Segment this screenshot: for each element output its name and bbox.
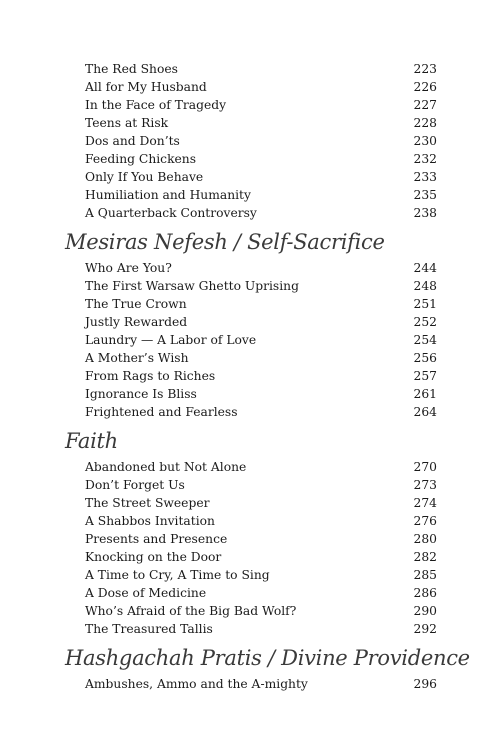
entry-title: Who Are You? (85, 261, 172, 275)
toc-entry (85, 114, 437, 132)
entry-page-number: 251 (413, 297, 437, 311)
entry-title: Who’s Afraid of the Big Bad Wolf? (85, 604, 297, 618)
entry-list (85, 259, 437, 421)
entry-page-number: 276 (413, 514, 437, 528)
entry-title: Frightened and Fearless (85, 405, 238, 419)
entry-page-number: 244 (413, 261, 437, 275)
toc-entry (85, 403, 437, 421)
entry-title: Laundry — A Labor of Love (85, 333, 257, 347)
entry-page-number: 233 (413, 170, 437, 184)
entry-title: From Rags to Riches (85, 369, 216, 383)
entry-page-number: 248 (413, 279, 437, 293)
entry-page-number: 292 (413, 622, 437, 636)
entry-title: A Dose of Medicine (85, 586, 207, 600)
entry-title: Knocking on the Door (85, 550, 222, 564)
entry-title: The Street Sweeper (85, 496, 210, 510)
entry-title: A Time to Cry, A Time to Sing (85, 568, 270, 582)
entry-page-number: 290 (413, 604, 437, 618)
toc-entry (85, 675, 437, 693)
entry-title: Ambushes, Ammo and the A-mighty (85, 677, 308, 691)
toc-entry (85, 132, 437, 150)
toc-entry (85, 60, 437, 78)
toc-entry (85, 168, 437, 186)
entry-page-number: 280 (413, 532, 437, 546)
entry-page-number: 261 (413, 387, 437, 401)
entry-list (85, 675, 437, 693)
toc-entry (85, 530, 437, 548)
entry-page-number: 257 (413, 369, 437, 383)
entry-page-number: 235 (413, 188, 437, 202)
entry-page-number: 232 (413, 152, 437, 166)
entry-title: The First Warsaw Ghetto Uprising (85, 279, 299, 293)
entry-title: The Red Shoes (85, 62, 178, 76)
entry-page-number: 227 (413, 98, 437, 112)
toc-entry (85, 620, 437, 638)
entry-title: Dos and Don’ts (85, 134, 180, 148)
entry-title: Abandoned but Not Alone (85, 460, 247, 474)
toc-entry (85, 78, 437, 96)
toc-entry (85, 204, 437, 222)
entry-page-number: 264 (413, 405, 437, 419)
toc-entry (85, 584, 437, 602)
entry-title: Teens at Risk (85, 116, 169, 130)
entry-page-number: 256 (413, 351, 437, 365)
entry-title: Humiliation and Humanity (85, 188, 251, 202)
toc-entry (85, 566, 437, 584)
toc-entry (85, 150, 437, 168)
entry-page-number: 285 (413, 568, 437, 582)
entry-title: The Treasured Tallis (85, 622, 213, 636)
entry-page-number: 274 (413, 496, 437, 510)
entry-page-number: 282 (413, 550, 437, 564)
entry-page-number: 223 (413, 62, 437, 76)
toc-entry (85, 367, 437, 385)
toc-entry (85, 476, 437, 494)
entry-page-number: 228 (413, 116, 437, 130)
entry-page-number: 273 (413, 478, 437, 492)
entry-title: Don’t Forget Us (85, 478, 185, 492)
toc-entry (85, 259, 437, 277)
entry-page-number: 226 (413, 80, 437, 94)
entry-title: In the Face of Tragedy (85, 98, 227, 112)
entry-list-continued (85, 60, 437, 222)
toc-entry (85, 295, 437, 313)
entry-title: Feeding Chickens (85, 152, 197, 166)
toc-entry (85, 331, 437, 349)
toc-entry (85, 385, 437, 403)
entry-page-number: 230 (413, 134, 437, 148)
section-heading: Hashgachah Pratis / Divine Providence (65, 646, 470, 670)
entry-title: Ignorance Is Bliss (85, 387, 197, 401)
entry-list (85, 458, 437, 638)
entry-page-number: 254 (413, 333, 437, 347)
toc-entry (85, 349, 437, 367)
toc-entry (85, 548, 437, 566)
entry-title: The True Crown (85, 297, 187, 311)
entry-page-number: 252 (413, 315, 437, 329)
entry-title: A Quarterback Controversy (85, 206, 257, 220)
section-heading: Mesiras Nefesh / Self-Sacrifice (65, 230, 385, 254)
entry-page-number: 286 (413, 586, 437, 600)
entry-title: All for My Husband (85, 80, 207, 94)
toc-entry (85, 512, 437, 530)
entry-page-number: 238 (413, 206, 437, 220)
entry-page-number: 296 (413, 677, 437, 691)
entry-title: Presents and Presence (85, 532, 228, 546)
toc-entry (85, 313, 437, 331)
toc-entry (85, 186, 437, 204)
entry-title: Only If You Behave (85, 170, 204, 184)
toc-entry (85, 277, 437, 295)
entry-title: A Shabbos Invitation (85, 514, 215, 528)
entry-page-number: 270 (413, 460, 437, 474)
section-heading: Faith (65, 429, 118, 453)
toc-entry (85, 494, 437, 512)
toc-entry (85, 96, 437, 114)
toc-entry (85, 458, 437, 476)
entry-title: A Mother’s Wish (85, 351, 189, 365)
entry-title: Justly Rewarded (85, 315, 188, 329)
toc-entry (85, 602, 437, 620)
